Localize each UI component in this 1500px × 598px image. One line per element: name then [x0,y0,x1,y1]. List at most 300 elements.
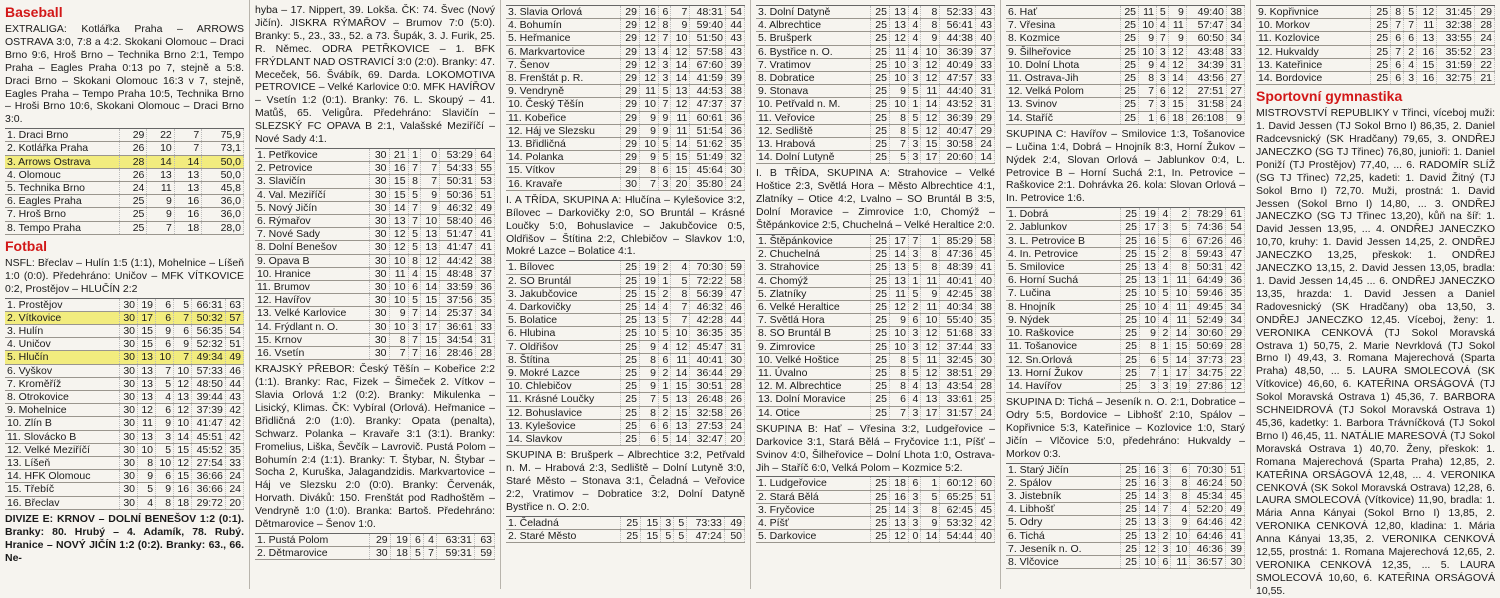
stat-cell: 10 [639,98,658,111]
stat-cell: 5 [674,516,687,529]
table-row [1006,261,1245,274]
stat-cell: 25 [620,261,639,274]
stat-cell: 21 [389,148,408,161]
stat-cell: 30:58 [940,138,976,151]
stat-cell: 2 [658,287,670,300]
stat-cell: 30 [119,364,137,377]
team-cell: 2. Chuchelná [756,248,870,261]
team-cell: 6. Hlubina [506,327,620,340]
stat-cell: 5 [658,138,670,151]
table-row [506,287,745,300]
table-row [5,338,244,351]
stat-cell: 15 [174,470,192,483]
stat-cell: 4 [408,267,420,280]
stat-cell: 30 [370,148,389,161]
stat-cell: 3 [1158,542,1170,555]
stat-cell: 15 [1417,58,1437,71]
stat-cell: 25 [870,530,889,543]
stat-cell: 15 [671,406,690,419]
team-cell: 3. Jistebník [1006,490,1120,503]
stat-cell: 9 [658,124,670,137]
stat-cell: 30 [119,325,137,338]
stat-cell: 6 [639,419,658,432]
stat-cell: 30 [370,281,389,294]
team-cell: 1. Pustá Polom [255,534,370,547]
stat-cell: 10 [1171,542,1190,555]
stat-cell: 5 [1157,6,1169,19]
stat-cell: 25 [870,261,889,274]
stat-cell: 8 [389,333,408,346]
stat-cell: 15 [389,188,408,201]
stat-cell: 3 [1139,379,1158,392]
stat-cell: 47:37 [690,98,726,111]
stat-cell: 7 [1139,85,1157,98]
stat-cell: 10 [389,320,408,333]
column-1 [0,0,249,589]
stat-cell: 37 [725,98,744,111]
stat-cell: 53 [475,175,494,188]
stat-cell: 38 [725,85,744,98]
stat-cell: 7 [889,138,908,151]
table-row [506,164,745,177]
table-row [756,151,995,164]
stat-cell: 5 [174,298,192,311]
stat-cell: 9 [889,314,908,327]
table-row [1006,529,1245,542]
stat-cell: 15 [671,151,690,164]
stat-cell: 64:49 [1190,274,1226,287]
stat-cell: 25 [620,516,640,529]
stat-cell: 28:46 [440,347,476,360]
stat-cell: 1 [1158,274,1170,287]
stat-cell: 25 [870,58,889,71]
stat-cell: 12 [921,367,940,380]
team-cell: 12. Velká Polom [1006,85,1120,98]
stat-cell: 13 [889,274,908,287]
results-paragraph: KRAJSKÝ PŘEBOR: Český Těšín – Kobeřice 2:2 (1:1). Branky: Rac, Fizek – Šimeček 2. Vítkov – Slavia Orlová 1:2 (0:2). Branky: Mikulenka – Lisický, Klimas. ČK: Vybíral (Orlová). Heřmanice – Břidličná 2:0 (1:0). Branky: Opata (penalta), Schwarz. Polanka – Kravaře 3:1 (3:1). Branky: Fromelius, Liška, Ševčík – Lavrovič. Pustá Polom – Bohumín 2:4 (1:1). Branky: T. Štybar, N. Štybar – Socha 2, Kuruška, Jalagandzidis. Markvartovice – Háj ve Slezsku 2:0 (0:0). Branky: Červenák, Horvath. Diváků: 150. Frenštát pod Radhoštěm – Vendryně 1:0 (1:0). Branka: Bartoš. Předehráno: Dětmarovice – Šenov 1:0. [255,363,495,531]
team-cell: 13. Kylešovice [506,419,620,432]
stat-cell: 25 [870,327,889,340]
stat-cell: 25 [870,517,889,530]
stat-cell: 25 [119,221,146,234]
stat-cell: 26 [119,142,146,155]
stat-cell: 31:59 [1437,58,1475,71]
stat-cell: 14 [639,300,658,313]
stat-cell: 3 [658,177,670,190]
stat-cell: 4 [423,534,436,547]
stat-cell: 10 [1139,556,1158,569]
stat-cell: 7 [421,162,440,175]
stat-cell: 13 [921,380,940,393]
stat-cell: 8 [889,124,908,137]
stat-cell: 30 [119,430,137,443]
stat-cell: 42 [975,517,994,530]
stat-cell: 40:49 [940,58,976,71]
stat-cell: 35:52 [1437,45,1475,58]
stat-cell: 47:57 [940,72,976,85]
stat-cell: 9 [1226,111,1244,124]
stat-cell: 22 [1225,366,1244,379]
stat-cell: 33:59 [440,281,476,294]
table-row [756,314,995,327]
stat-cell: 2 [1404,45,1417,58]
stat-cell: 10 [1139,313,1158,326]
stat-cell: 25 [1120,516,1139,529]
stat-cell: 9 [639,151,658,164]
stat-cell: 29 [620,19,639,32]
stat-cell: 14 [889,503,908,516]
stat-cell: 40 [975,32,994,45]
table-row [506,177,745,190]
stat-cell: 48:48 [440,267,476,280]
stat-cell: 36 [725,111,744,124]
stat-cell: 25 [1120,58,1138,71]
stat-cell: 6 [889,393,908,406]
stat-cell: 10 [156,457,174,470]
stat-cell: 25 [1120,379,1139,392]
team-cell: 1. Prostějov [5,298,119,311]
table-row [255,254,495,267]
stat-cell: 29 [620,6,639,19]
stat-cell: 59:40 [690,19,726,32]
stat-cell: 8 [921,19,940,32]
stat-cell: 12 [174,377,192,390]
team-cell: 10. Hranice [255,267,370,280]
stat-cell: 25 [620,367,639,380]
stat-cell: 5 [908,124,920,137]
stat-cell: 51 [225,338,243,351]
stat-cell: 5 [156,443,174,456]
stat-cell: 8 [138,457,156,470]
stat-cell: 50:36 [440,188,476,201]
team-cell: 3. Slavičín [255,175,370,188]
team-cell: 13. Kateřinice [1256,58,1370,71]
stat-cell: 1 [1139,111,1157,124]
stat-cell: 49 [724,516,744,529]
stat-cell: 8 [1171,261,1190,274]
team-cell: 1. Štěpánkovice [756,234,870,247]
stat-cell: 3 [1158,476,1170,489]
stat-cell: 12 [889,530,908,543]
table-row [1006,208,1245,221]
standings-table [1256,5,1495,85]
stat-cell: 9 [421,188,440,201]
stat-cell: 9 [658,111,670,124]
stat-cell: 30:51 [690,380,726,393]
stat-cell: 5 [661,529,674,542]
stat-cell: 25 [870,234,889,247]
stat-cell: 11 [1171,313,1190,326]
team-cell: 8. Tempo Praha [5,221,119,234]
standings-table [506,516,745,543]
table-row [506,32,745,45]
team-cell: 10. Dolní Lhota [1006,58,1120,71]
table-row [756,380,995,393]
stat-cell: 20 [225,496,243,509]
table-row [1256,72,1495,85]
stat-cell: 12 [671,45,690,58]
stat-cell: 49 [225,351,243,364]
stat-cell: 13 [147,168,174,181]
stat-cell: 12 [921,327,940,340]
stat-cell: 30 [370,214,389,227]
stat-cell: 25 [870,406,889,419]
stat-cell: 42 [225,430,243,443]
stat-cell: 29 [620,98,639,111]
table-row [1006,287,1245,300]
table-row [1256,6,1495,19]
stat-cell: 9 [639,111,658,124]
stat-cell: 12 [671,98,690,111]
table-row [506,138,745,151]
stat-cell: 10 [889,340,908,353]
results-paragraph: NSFL: Břeclav – Hulín 1:5 (1:1), Mohelnice – Líšeň 1:0 (0:0). Předehráno: Uničov – MFK VÍTKOVICE 0:2, Prostějov – HLUČÍN 2:2 [5,256,244,295]
stat-cell: 10 [389,294,408,307]
stat-cell: 78:29 [1190,208,1226,221]
stat-cell: 19 [1171,379,1190,392]
stat-cell: 45:47 [690,340,726,353]
table-row [1256,32,1495,45]
stat-cell: 25 [1120,327,1139,340]
table-row [506,45,745,58]
stat-cell: 50:31 [1190,261,1226,274]
stat-cell: 6 [908,314,920,327]
stat-cell: 25 [1120,111,1138,124]
table-row [1006,516,1245,529]
stat-cell: 70:30 [690,261,726,274]
stat-cell: 5 [658,151,670,164]
stat-cell: 24 [975,406,994,419]
table-row [1006,353,1245,366]
stat-cell: 25 [870,490,889,503]
stat-cell: 4 [1157,19,1169,32]
team-cell: 1. Starý Jičín [1006,463,1120,476]
team-cell: 2. Stará Bělá [756,490,870,503]
stat-cell: 55 [475,162,494,175]
team-cell: 7. Lučina [1006,287,1120,300]
table-row [5,351,244,364]
stat-cell: 30 [725,164,744,177]
stat-cell: 25 [1370,6,1390,19]
stat-cell: 12 [421,254,440,267]
stat-cell: 18 [390,547,410,560]
stat-cell: 14 [174,155,201,168]
stat-cell: 25 [1120,463,1139,476]
stat-cell: 46:32 [690,300,726,313]
table-row [1006,111,1245,124]
table-row [5,404,244,417]
stat-cell: 25 [870,45,889,58]
stat-cell: 12 [639,19,658,32]
stat-cell: 6 [1391,58,1404,71]
table-row [756,6,995,19]
stat-cell: 12 [174,457,192,470]
table-row [1006,542,1245,555]
stat-cell: 8 [889,111,908,124]
stat-cell: 70:30 [1190,463,1226,476]
stat-cell: 14 [1168,72,1186,85]
stat-cell: 46 [1225,234,1244,247]
results-paragraph: EXTRALIGA: Kotlářka Praha – ARROWS OSTRAVA 3:0, 7:8 a 4:2. Skokani Olomouc – Draci Brno 9:6, Hroš Brno – Technika Brno 2:1, Tempo Praha – Eagles Praha 0:13 po 7, stejně a 5:8. Draci Brno – Skokani Olomouc 16:3 v 7, stejně, Eagles Praha – Tempo Praha 10:5, Technika Brno – Hroši Brno 10:6, Skokani Olomouc – Draci Brno 3:0. [5,23,244,126]
stat-cell: 28,0 [202,221,244,234]
stat-cell: 29 [620,85,639,98]
stat-cell: 11 [1168,19,1186,32]
stat-cell: 34:54 [440,333,476,346]
stat-cell: 43:54 [940,380,976,393]
table-row [1006,234,1245,247]
stat-cell: 1 [908,98,920,111]
table-row [5,168,244,181]
team-cell: 13. Líšeň [5,457,119,470]
stat-cell: 13 [671,85,690,98]
stat-cell: 36,0 [202,195,244,208]
stat-cell: 5 [156,377,174,390]
team-cell: 8. Vlčovice [1006,556,1120,569]
stat-cell: 30 [370,294,389,307]
stat-cell: 3 [1404,72,1417,85]
stat-cell: 25 [1120,476,1139,489]
stat-cell: 12 [639,58,658,71]
stat-cell: 25 [620,433,639,446]
stat-cell: 17 [1171,366,1190,379]
table-row [506,367,745,380]
table-row [255,228,495,241]
stat-cell: 37:44 [940,340,976,353]
table-row [255,307,495,320]
stat-cell: 9 [639,380,658,393]
stat-cell: 9 [147,195,174,208]
stat-cell: 44:38 [940,32,976,45]
standings-table [255,533,495,560]
stat-cell: 25 [1120,32,1138,45]
stat-cell: 40:41 [690,353,726,366]
table-row [756,530,995,543]
stat-cell: 37:39 [192,404,226,417]
stat-cell: 4 [908,6,920,19]
stat-cell: 12 [138,404,156,417]
stat-cell: 12 [921,72,940,85]
stat-cell: 45:64 [690,164,726,177]
stat-cell: 29 [620,45,639,58]
stat-cell: 10 [1139,45,1157,58]
stat-cell: 16 [1417,45,1437,58]
stat-cell: 30 [119,311,137,324]
stat-cell: 28 [975,380,994,393]
stat-cell: 8 [639,406,658,419]
table-row [255,534,495,547]
stat-cell: 8 [408,254,420,267]
stat-cell: 40:34 [940,300,976,313]
table-row [756,490,995,503]
stat-cell: 25 [1370,72,1390,85]
stat-cell: 16 [174,483,192,496]
stat-cell: 14 [671,433,690,446]
stat-cell: 5 [1158,353,1170,366]
team-cell: 14. Frýdlant n. O. [255,320,370,333]
team-cell: 4. Píšť [756,517,870,530]
stat-cell: 61 [1225,208,1244,221]
table-row [5,129,244,142]
stat-cell: 42 [225,417,243,430]
stat-cell: 46:24 [1190,476,1226,489]
stat-cell: 15 [671,164,690,177]
team-cell: 3. L. Petrovice B [1006,234,1120,247]
stat-cell: 25 [870,314,889,327]
stat-cell: 28 [1225,340,1244,353]
stat-cell: 25 [1120,208,1139,221]
stat-cell: 25 [870,151,889,164]
table-row [506,58,745,71]
stat-cell: 30 [1225,556,1244,569]
team-cell: 6. Bystřice n. O. [756,45,870,58]
table-row [5,298,244,311]
section-heading: Baseball [5,4,63,20]
stat-cell: 7 [421,175,440,188]
stat-cell: 15 [1168,98,1186,111]
stat-cell: 32:45 [940,353,976,366]
stat-cell: 15 [639,287,658,300]
stat-cell: 25 [1120,6,1138,19]
stat-cell: 40 [975,530,994,543]
stat-cell: 25 [870,274,889,287]
team-cell: 6. Horní Suchá [1006,274,1120,287]
stat-cell: 29:72 [192,496,226,509]
team-cell: 5. Bolatice [506,314,620,327]
team-cell: 2. SO Bruntál [506,274,620,287]
stat-cell: 42 [1225,516,1244,529]
stat-cell: 6 [908,477,920,490]
stat-cell: 25 [1120,19,1138,32]
stat-cell: 19 [138,298,156,311]
results-paragraph: I. B TŘÍDA, SKUPINA A: Strahovice – Velké Hoštice 2:3, Světlá Hora – Město Albrechtice 4:1, Zlatníky – Otice 4:2, Lvalno – SO Bruntál B 3:5, Dolní Moravice – Zimrovice 1:0, Chomýž – Štěpánkovice 2:5, Chuchelná – Velké Heraltice 2:0. [756,167,995,232]
team-cell: 9. Zimrovice [756,340,870,353]
stat-cell: 25 [1120,98,1138,111]
table-row [756,503,995,516]
table-row [506,314,745,327]
stat-cell: 30 [370,547,390,560]
stat-cell: 62:45 [940,503,976,516]
stat-cell: 13 [889,6,908,19]
team-cell: 3. Strahovice [756,261,870,274]
stat-cell: 31 [975,98,994,111]
table-row [756,234,995,247]
stat-cell: 64 [475,148,494,161]
stat-cell: 38 [975,287,994,300]
stat-cell: 29 [620,164,639,177]
stat-cell: 13 [1417,32,1437,45]
stat-cell: 28 [725,380,744,393]
stat-cell: 4 [658,340,670,353]
stat-cell: 8 [1139,340,1158,353]
stat-cell: 12 [889,32,908,45]
stat-cell: 15 [421,333,440,346]
table-row [5,208,244,221]
table-row [756,45,995,58]
stat-cell: 25 [1120,503,1139,516]
stat-cell: 7 [908,234,920,247]
stat-cell: 13 [174,168,201,181]
stat-cell: 19 [1139,208,1158,221]
team-cell: 8. Kozmice [1006,32,1120,45]
stat-cell: 51 [975,490,994,503]
stat-cell: 50,0 [202,168,244,181]
team-cell: 12. Bohuslavice [506,406,620,419]
table-row [506,340,745,353]
stat-cell: 3 [1157,45,1169,58]
stat-cell: 7 [174,142,201,155]
stat-cell: 30 [119,298,137,311]
stat-cell: 54:33 [440,162,476,175]
